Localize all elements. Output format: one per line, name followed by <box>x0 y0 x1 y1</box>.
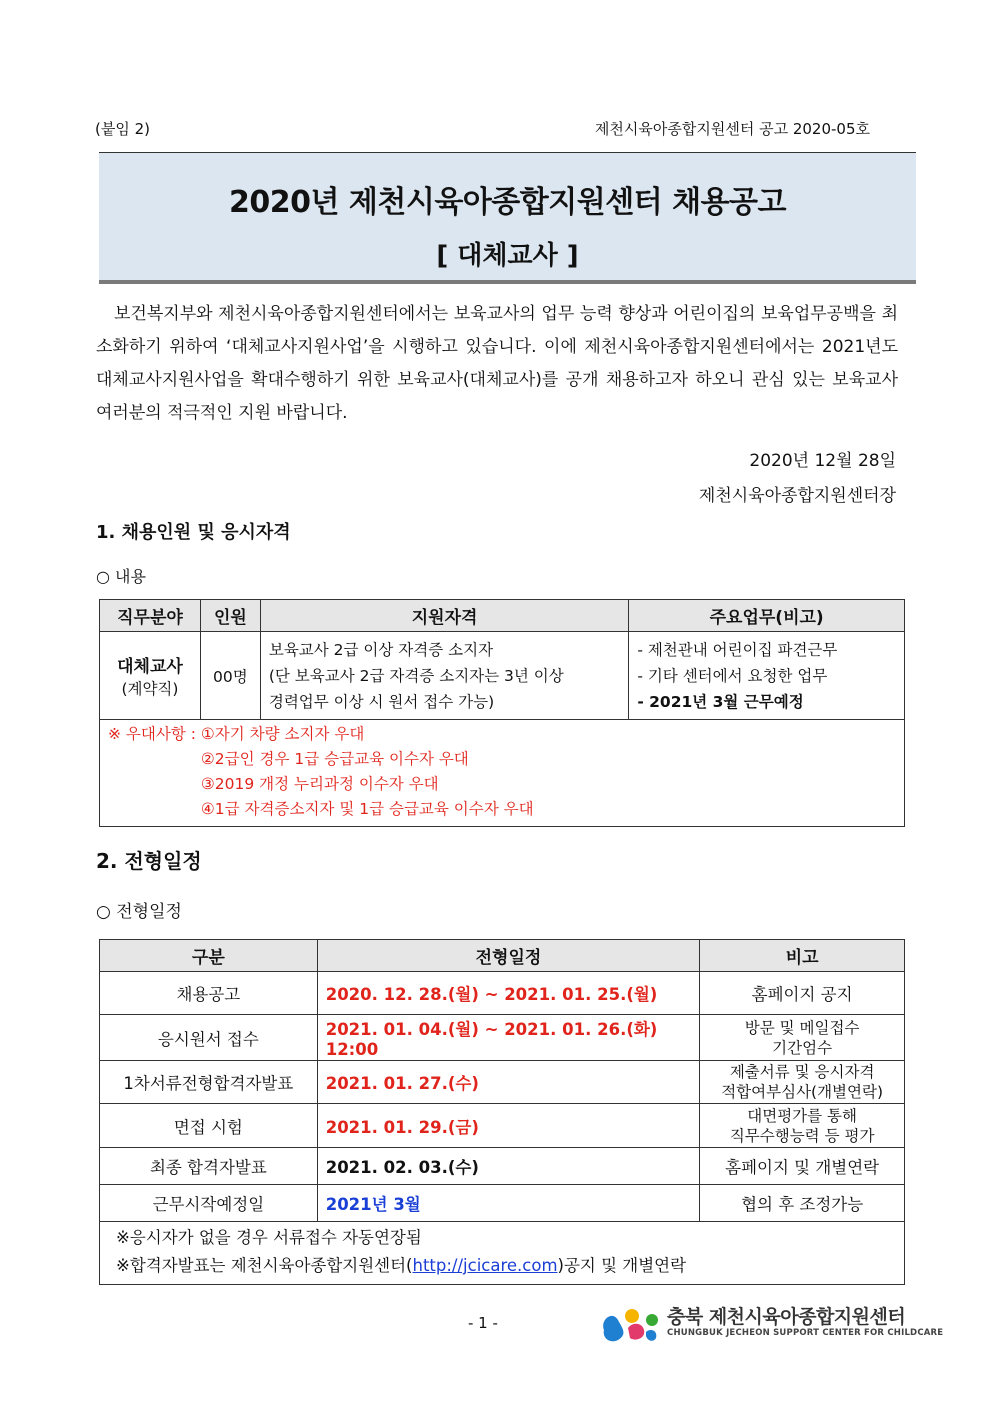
note-cell <box>700 1104 905 1148</box>
qualification-cell <box>260 632 628 720</box>
qualification-line: 보육교사 2급 이상 자격증 소지자 <box>268 640 494 659</box>
page-subtitle: [ 대체교사 ] <box>436 241 579 271</box>
header-qualification: 지원자격 <box>260 600 628 632</box>
duty-line: - 기타 센터에서 요청한 업무 <box>637 666 828 685</box>
preferences-label: ※ 우대사항 : <box>108 725 201 743</box>
table-row <box>100 1061 905 1104</box>
notice-number: 제천시육아종합지원센터 공고 2020-05호 <box>594 120 870 138</box>
section1-heading: 1. 채용인원 및 응시자격 <box>96 522 291 543</box>
page-number: - 1 - <box>468 1314 498 1332</box>
preference-item: ①자기 차량 소지자 우대 <box>200 725 365 743</box>
footnote-cell <box>100 1222 905 1285</box>
note-cell: 홈페이지 공지 <box>700 972 905 1015</box>
schedule-cell: 2021. 02. 03.(수) <box>317 1148 700 1185</box>
header-stage: 구분 <box>100 940 318 972</box>
note-cell <box>700 1061 905 1104</box>
stage-cell: 응시원서 접수 <box>100 1015 318 1061</box>
recruitment-table <box>99 599 905 827</box>
table-row <box>100 632 905 720</box>
table-row <box>100 1104 905 1148</box>
preferences-cell <box>100 720 905 827</box>
section2-subheading: ○ 전형일정 <box>96 902 182 922</box>
table-row <box>100 1015 905 1061</box>
footnote-row <box>100 1222 905 1285</box>
duty-line: - 제천관내 어린이집 파견근무 <box>637 640 838 659</box>
header-note: 비고 <box>700 940 905 972</box>
intro-paragraph: 보건복지부와 제천시육아종합지원센터에서는 보육교사의 업무 능력 향상과 어린이집의 보육업무공백을 최소화하기 위하여 ‘대체교사지원사업’을 시행하고 있습니다. 이에 제천시육아종합지원센터에서는 2021년도 대체교사지원사업을 확대수행하기 위한 보육교사(대체교사)를 공개 채용하고자 하오니 관심 있는 보육교사 여러분의 적극적인 지원 바랍니다. <box>96 304 898 423</box>
title-box <box>99 152 916 284</box>
page-title: 2020년 제천시육아종합지원센터 채용공고 <box>228 185 787 220</box>
section1-subheading: ○ 내용 <box>96 567 146 586</box>
schedule-table <box>99 939 905 1285</box>
preference-item: ②2급인 경우 1급 승급교육 이수자 우대 <box>200 750 469 768</box>
count-cell: 00명 <box>200 632 260 720</box>
homepage-link[interactable]: http://jcicare.com <box>412 1256 558 1275</box>
preferences-row <box>100 720 905 827</box>
notice-date: 2020년 12월 28일 <box>749 451 896 471</box>
table-header-row <box>100 940 905 972</box>
attachment-label: (붙임 2) <box>95 120 150 138</box>
preference-item: ③2019 개정 누리과정 이수자 우대 <box>200 775 439 793</box>
note-line: 직무수행능력 등 평가 <box>729 1126 875 1145</box>
header-schedule: 전형일정 <box>317 940 700 972</box>
duties-cell <box>629 632 905 720</box>
table-row <box>100 1185 905 1222</box>
section2-heading: 2. 전형일정 <box>96 849 202 873</box>
footnote-auto-extend: ※응시자가 없을 경우 서류접수 자동연장됨 <box>116 1228 422 1247</box>
table-row <box>100 972 905 1015</box>
note-line: 기간엄수 <box>772 1038 833 1057</box>
stage-cell: 최종 합격자발표 <box>100 1148 318 1185</box>
stage-cell: 채용공고 <box>100 972 318 1015</box>
job-cell <box>100 632 201 720</box>
table-row <box>100 1148 905 1185</box>
note-cell <box>700 1015 905 1061</box>
footnote-announcement <box>116 1252 888 1280</box>
qualification-line: (단 보육교사 2급 자격증 소지자는 3년 이상 <box>268 666 564 685</box>
schedule-cell: 2021년 3월 <box>317 1185 700 1222</box>
preference-item: ④1급 자격증소지자 및 1급 승급교육 이수자 우대 <box>200 800 534 818</box>
footnote-text-pre: ※합격자발표는 제천시육아종합지원센터( <box>116 1256 413 1275</box>
schedule-cell: 2021. 01. 04.(월) ~ 2021. 01. 26.(화) 12:00 <box>317 1015 700 1061</box>
schedule-cell: 2021. 01. 27.(수) <box>317 1061 700 1104</box>
job-type: (계약직) <box>121 680 179 698</box>
logo-korean-name: 충북 제천시육아종합지원센터 <box>667 1306 906 1328</box>
note-line: 제출서류 및 응시자격 <box>729 1063 875 1081</box>
note-cell: 홈페이지 및 개별연락 <box>700 1148 905 1185</box>
stage-cell: 면접 시험 <box>100 1104 318 1148</box>
center-logo-icon <box>598 1300 662 1344</box>
schedule-cell: 2021. 01. 29.(금) <box>317 1104 700 1148</box>
footnote-text-post: )공지 및 개별연락 <box>557 1256 687 1275</box>
logo-english-name: CHUNGBUK JECHEON SUPPORT CENTER FOR CHILDCARE <box>667 1328 944 1338</box>
header-job: 직무분야 <box>100 600 201 632</box>
note-line: 적합여부심사(개별연락) <box>721 1083 884 1101</box>
stage-cell: 1차서류전형합격자발표 <box>100 1061 318 1104</box>
note-line: 대면평가를 통해 <box>747 1106 857 1125</box>
duty-line: - 2021년 3월 근무예정 <box>637 692 804 711</box>
stage-cell: 근무시작예정일 <box>100 1185 318 1222</box>
notice-signer: 제천시육아종합지원센터장 <box>698 486 896 506</box>
qualification-line: 경력업무 이상 시 원서 접수 가능) <box>268 692 495 711</box>
table-header-row <box>100 600 905 632</box>
header-duties: 주요업무(비고) <box>629 600 905 632</box>
header-count: 인원 <box>200 600 260 632</box>
schedule-cell: 2020. 12. 28.(월) ~ 2021. 01. 25.(월) <box>317 972 700 1015</box>
note-line: 방문 및 메일접수 <box>744 1018 860 1037</box>
note-cell: 협의 후 조정가능 <box>700 1185 905 1222</box>
job-title: 대체교사 <box>117 657 183 677</box>
